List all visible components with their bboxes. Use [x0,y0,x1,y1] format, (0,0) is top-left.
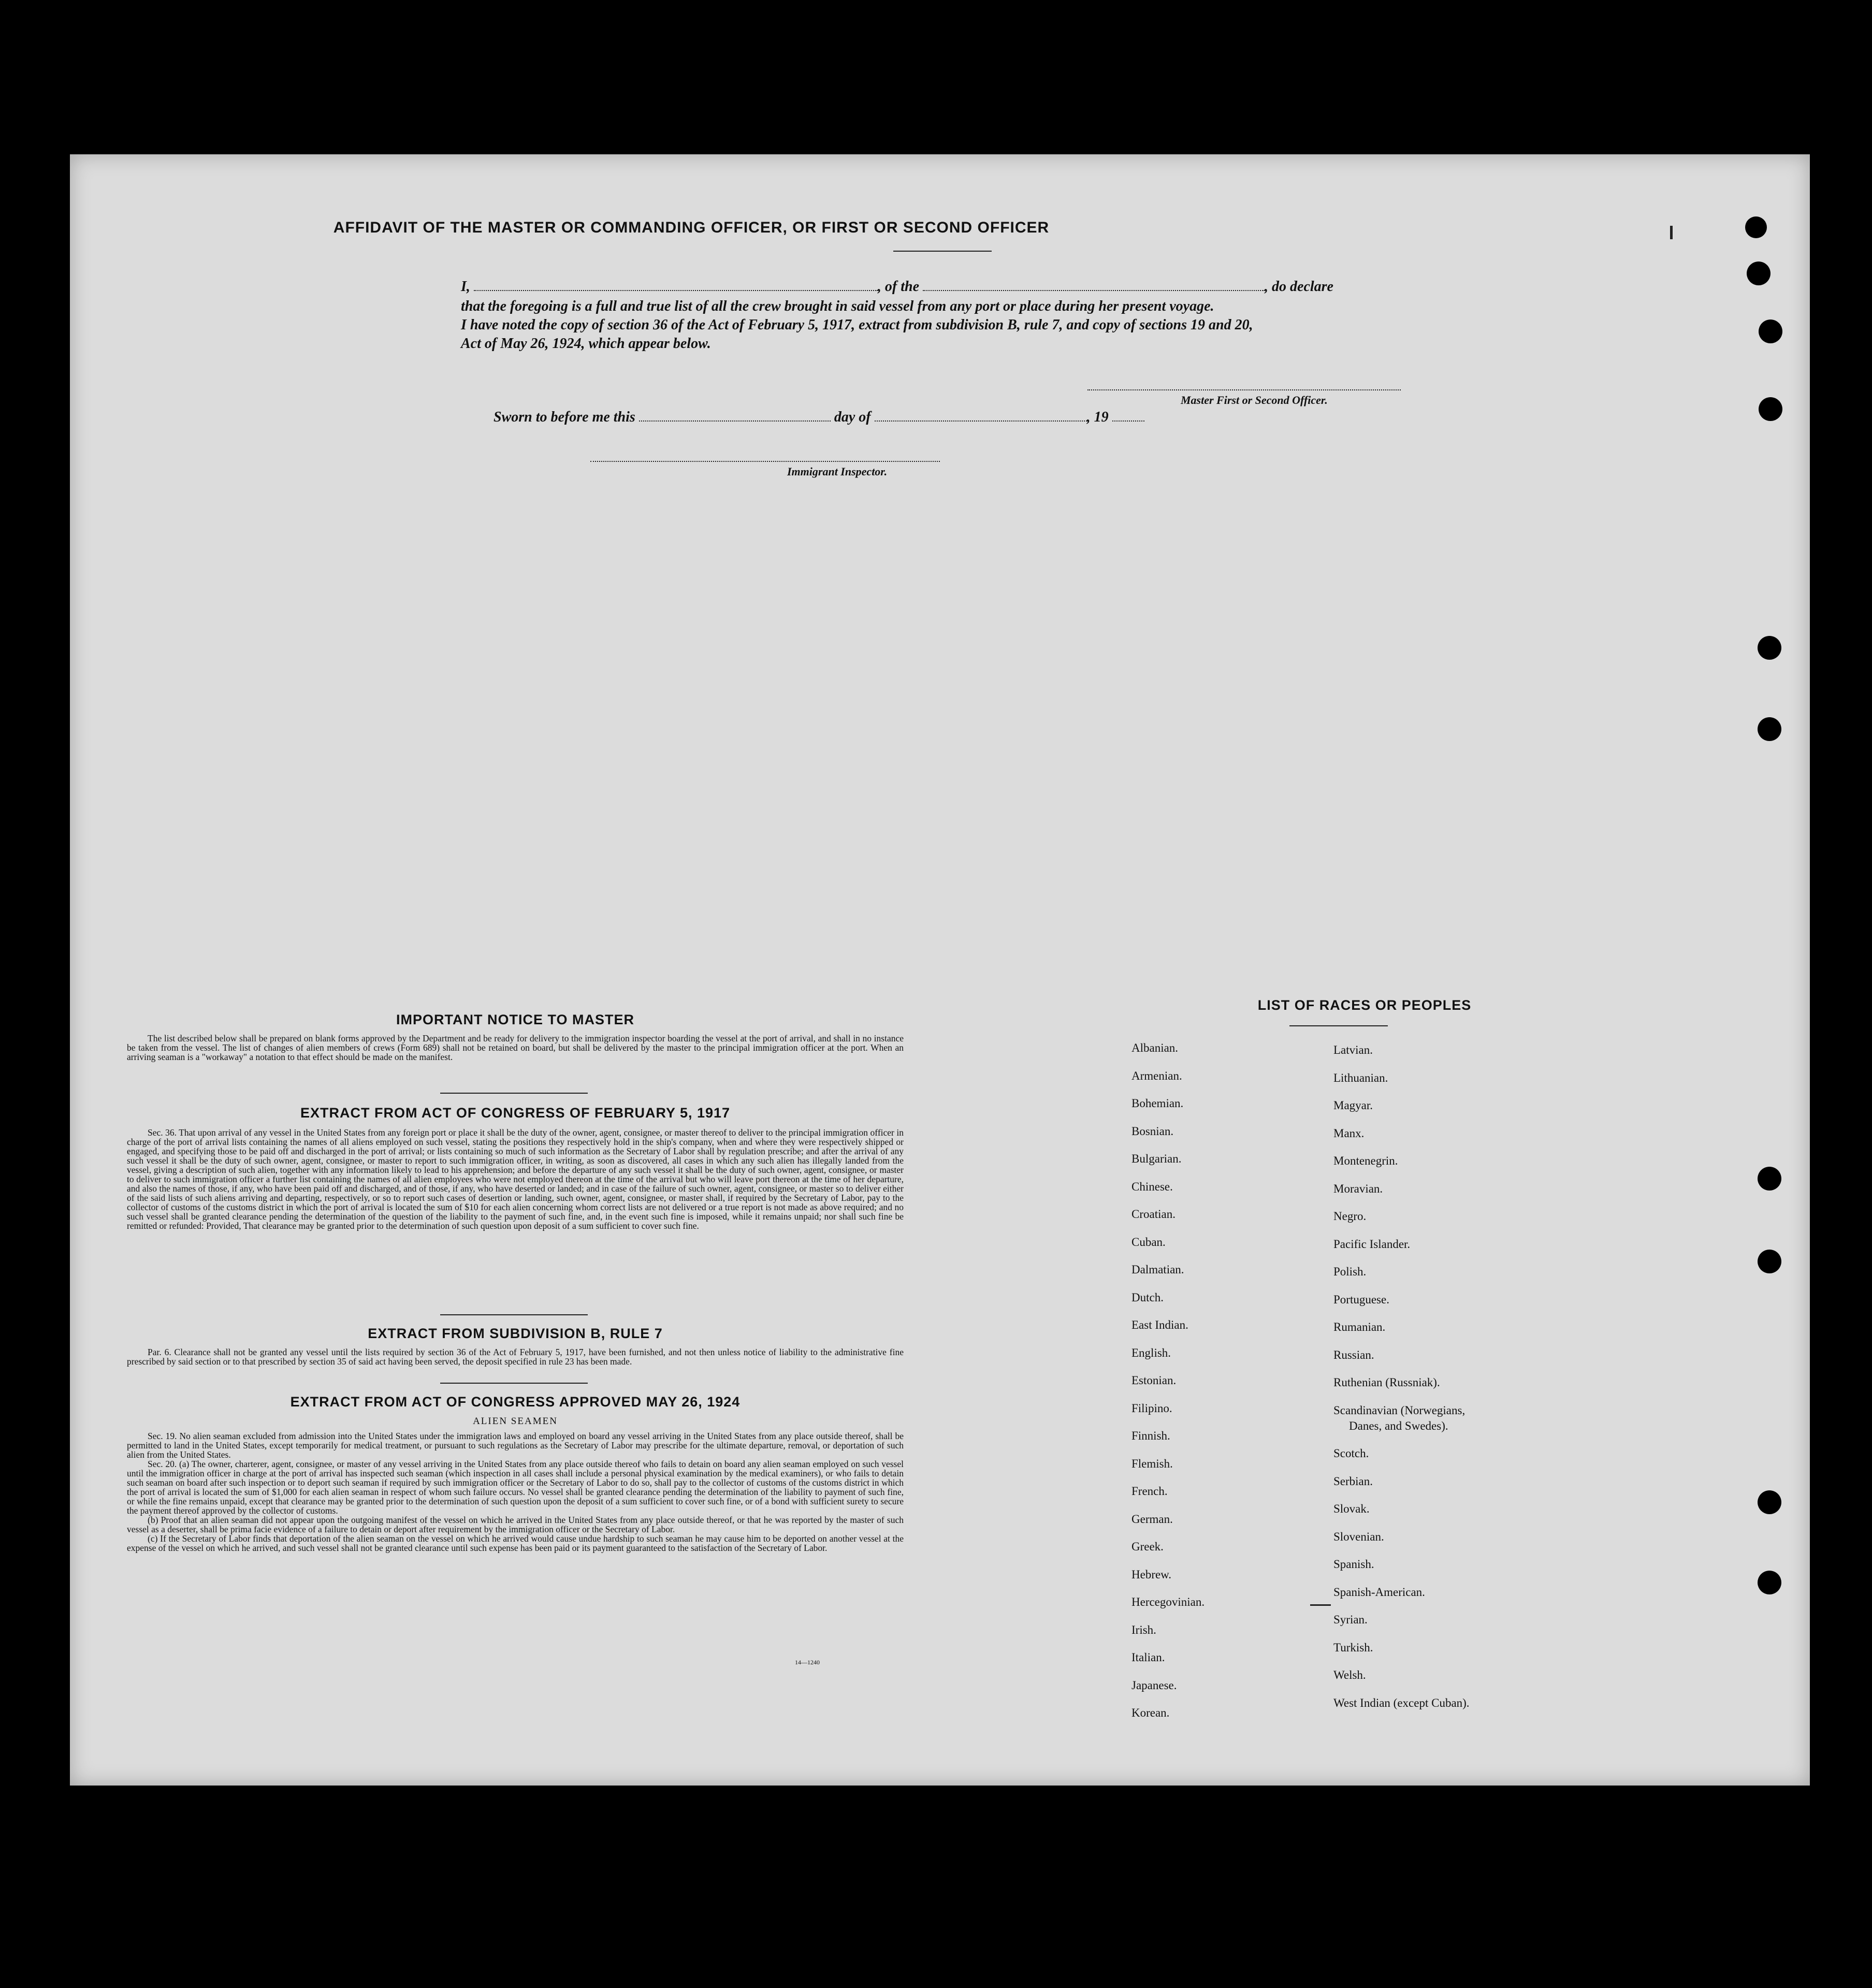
sec-19: Sec. 19. No alien seaman excluded from admission into the United States under the immigration laws and employed on board any vessel arriving in the United States from any place outside thereof, shall be permitted to land in the United States, except temporarily for medical treatment, or pursuant to such regulations as the Secretary of Labor may prescribe for the ultimate departure, removal, or deportation of such alien from the United States. [127,1431,904,1460]
race-item-left: Estonian. [1131,1374,1177,1387]
race-item-right: Scotch. [1333,1447,1369,1460]
form-number: 14—1240 [795,1659,820,1666]
extract-1917-body: Sec. 36. That upon arrival of any vessel in the United States from any foreign port or place it shall be the duty of the owner, agent, consignee, or master thereof to deliver to the principal immigration officer in charge of the port of arrival lists containing the names of all aliens employed on such vessel, stating the positions they respectively hold in the ship's company, when and where they were respectively shipped or engaged, and specifying those to be paid off and discharged in the port of arrival; or lists containing so much of such information as the Secretary of Labor shall by regulation prescribe; and after the arrival of any such vessel it shall be the duty of such owner, agent, consignee, or master to report to such immigration officer, in writing, as soon as discovered, all cases in which any such alien has illegally landed from the vessel, giving a description of such alien, together with any information likely to lead to his apprehension; and before the departure of any such vessel it shall be the duty of such owner, agent, consignee, or master to deliver to such immigration officer a further list containing the names of all alien employees who were not employed thereon at the time of the arrival but who will leave port thereon at the time of her departure, and also the names of those, if any, who have been paid off and discharged, and of those, if any, who have deserted or landed; and in case of the failure of such owner, agent, consignee, or master so to deliver either of the said lists of such aliens arriving and departing, respectively, or so to report such cases of desertion or landing, such owner, agent, consignee, or master shall, if required by the Secretary of Labor, pay to the collector of customs of the customs district in which the port of arrival is located the sum of $10 for each alien concerning whom correct lists are not delivered or a true report is not made as above required; and no such vessel shall be granted clearance pending the determination of the question of the liability to the payment of such fine, and, in the event such fine is imposed, while it remains unpaid; nor shall such fine be remitted or refunded: Provided, That clearance may be granted prior to the determination of such question upon deposit of a sum sufficient to cover such fine. [127,1127,904,1231]
extract-1917-title: EXTRACT FROM ACT OF CONGRESS OF FEBRUARY 5, 1917 [300,1105,731,1121]
race-item-left: Finnish. [1131,1429,1170,1442]
race-item-left: Armenian. [1131,1069,1182,1082]
race-item-right: West Indian (except Cuban). [1333,1696,1470,1709]
race-item-left: English. [1131,1346,1171,1359]
master-signature-line[interactable] [1087,378,1401,390]
extract-1924-title: EXTRACT FROM ACT OF CONGRESS APPROVED MAY 26, 1924 [290,1394,741,1410]
race-item-left: Japanese. [1131,1678,1177,1692]
affidavit-i: I, [461,279,470,295]
races-divider [1289,1025,1388,1026]
race-item-right: Montenegrin. [1333,1154,1398,1167]
binder-hole [1758,1571,1781,1594]
race-item-right: Portuguese. [1333,1293,1389,1306]
affidavit-title: AFFIDAVIT OF THE MASTER OR COMMANDING OFFICER, OR FIRST OR SECOND OFFICER [333,219,1050,236]
race-item-right: Lithuanian. [1333,1071,1388,1084]
race-item-left: Korean. [1131,1706,1170,1719]
race-item-left: Hebrew. [1131,1568,1172,1581]
sworn-month-blank[interactable] [875,409,1087,422]
divider-1 [440,1093,588,1094]
notice-body: The list described below shall be prepared on blank forms approved by the Department and be ready for delivery to the immigration inspector boarding the vessel at the port of arrival, and shall in no instance be taken from the vessel. The list of changes of alien members of crews (Form 689) shall not be retained on board, but shall be delivered by the master to the principal immigration officer at the port. When an arriving seaman is a "workaway" a notation to that effect should be made on the manifest. [127,1033,904,1062]
race-item-right: Spanish. [1333,1558,1374,1571]
notice-title: IMPORTANT NOTICE TO MASTER [396,1012,634,1027]
affidavit-line-1 [461,279,1333,295]
race-item-right: Latvian. [1333,1043,1373,1056]
binder-hole [1759,397,1782,421]
race-item-right: Slovenian. [1333,1530,1384,1543]
race-item-right: Ruthenian (Russniak). [1333,1376,1440,1389]
race-item-right: Rumanian. [1333,1321,1386,1333]
race-item-left: Flemish. [1131,1457,1173,1470]
extract-1924-body [127,1431,904,1552]
race-item-left: Dutch. [1131,1290,1164,1304]
race-item-left: Croatian. [1131,1208,1176,1221]
divider-2 [440,1314,588,1315]
sec-20a: Sec. 20. (a) The owner, charterer, agent, consignee, or master of any vessel arriving in the United States from any place outside thereof who fails to detain on board any alien seaman employed on such vessel until the immigration officer in charge at the port of arrival has inspected such seaman (which inspection in all cases shall include a personal physical examination by the medical examiners), or who fails to detain such seaman on board after such inspection or to deport such seaman if required by such immigration officer or the Secretary of Labor to do so, shall pay to the collector of customs of the customs district in which the port of arrival is located the sum of $1,000 for each alien seaman in respect of whom such failure occurs. No vessel shall be granted clearance pending the determination of the liability to payment of such fine, or while the fine remains unpaid, except that clearance may be granted prior to the determination of such question upon the deposit of a sum sufficient to cover such fine, or of a bond with sufficient surety to secure the payment thereof approved by the collector of customs. [127,1459,904,1516]
race-item-right: Polish. [1333,1265,1367,1278]
race-item-left: Hercegovinian. [1131,1595,1205,1608]
race-item-right: Russian. [1333,1348,1374,1361]
race-item-left: Chinese. [1131,1180,1173,1193]
races-title: LIST OF RACES OR PEOPLES [1257,997,1472,1013]
race-item-left: Albanian. [1131,1041,1179,1054]
race-item-right: Slovak. [1333,1502,1370,1515]
binder-hole [1745,216,1767,238]
sec-20b: (b) Proof that an alien seaman did not appear upon the outgoing manifest of the vessel on which he arrived in the United States from any place outside thereof, or that he was reported by the master of such vessel as a deserter, shall be prima facie evidence of a failure to detain or deport after requirement by the immigration officer or the Secretary of Labor. [127,1515,904,1534]
race-item-left: Bosnian. [1131,1124,1174,1138]
binder-hole [1758,636,1781,660]
sworn-line [494,409,1144,426]
race-item-left: French. [1131,1485,1168,1498]
inspector-signature-line[interactable] [590,449,940,462]
race-item-right: Scandinavian (Norwegians, [1333,1403,1465,1417]
race-item-left: Bulgarian. [1131,1152,1182,1165]
sworn-day-of: day of [834,409,871,425]
title-divider [893,251,992,252]
extract-rule7-body: Par. 6. Clearance shall not be granted any vessel until the lists required by section 36 of the Act of February 5, 1917, have been furnished, and not then unless notice of liability to the administrative fine prescribed by said section or to that prescribed by section 35 of said act having been served, the deposit specified in rule 23 has been made. [127,1347,904,1367]
binder-hole [1747,262,1771,285]
affidavit-line-2: that the foregoing is a full and true list of all the crew brought in said vessel from any port or place during her present voyage. [461,298,1214,314]
race-item-right: Spanish-American. [1333,1585,1425,1599]
name-blank[interactable] [474,279,878,291]
race-item-left: Bohemian. [1131,1097,1184,1110]
race-item-right: Manx. [1333,1126,1365,1140]
race-item-right: Negro. [1333,1210,1367,1223]
race-item-left: Filipino. [1131,1401,1172,1415]
binder-hole [1758,1250,1781,1273]
race-item-right: Magyar. [1333,1099,1373,1112]
race-item-right: Pacific Islander. [1333,1237,1411,1251]
sec-20c: (c) If the Secretary of Labor finds that deportation of the alien seaman on the vessel on which he arrived would cause undue hardship to such seaman he may cause him to be deported on another vessel at the expense of the vessel on which he arrived, and such vessel shall not be granted clearance until such expense has been paid or its payment guaranteed to the satisfaction of the Secretary of Labor. [127,1533,904,1553]
sworn-year: , 19 [1086,409,1109,425]
race-item-left: German. [1131,1512,1173,1526]
extract-rule7-title: EXTRACT FROM SUBDIVISION B, RULE 7 [368,1326,663,1341]
divider-3 [440,1383,588,1384]
race-item-right: Turkish. [1333,1641,1373,1654]
binder-hole [1758,1490,1781,1514]
inspector-label: Immigrant Inspector. [787,465,888,478]
binder-hole [1758,717,1781,741]
manifest-back-page [70,154,1810,1786]
race-item-left: Irish. [1131,1623,1156,1636]
sworn-year-blank[interactable] [1112,409,1144,422]
race-item-left: Dalmatian. [1131,1263,1184,1276]
race-item-left: Italian. [1131,1651,1165,1664]
affidavit-line-4: Act of May 26, 1924, which appear below. [461,336,711,352]
race-item-right: Serbian. [1333,1474,1373,1488]
scan-mark [1670,226,1673,239]
race-item-left: Greek. [1131,1540,1164,1553]
binder-hole [1759,320,1782,343]
scan-mark [1310,1604,1331,1606]
vessel-blank[interactable] [923,279,1265,291]
race-item-right: Welsh. [1333,1668,1366,1681]
master-label: Master First or Second Officer. [1181,394,1328,407]
alien-seamen-subtitle: ALIEN SEAMEN [473,1416,558,1427]
binder-hole [1758,1167,1781,1191]
affidavit-of-the: , of the [877,279,920,295]
race-item-right: Syrian. [1333,1613,1368,1626]
race-item-left: Cuban. [1131,1235,1166,1249]
affidavit-line-3: I have noted the copy of section 36 of the Act of February 5, 1917, extract from subdivision B, rule 7, and copy of sections 19 and 20, [461,317,1253,333]
race-item-right: Moravian. [1333,1182,1383,1195]
sworn-day-blank[interactable] [639,409,831,422]
race-item-right: Danes, and Swedes). [1349,1419,1448,1432]
race-item-left: East Indian. [1131,1318,1188,1331]
sworn-prefix: Sworn to before me this [494,409,635,425]
affidavit-do-declare: , do declare [1265,279,1333,295]
